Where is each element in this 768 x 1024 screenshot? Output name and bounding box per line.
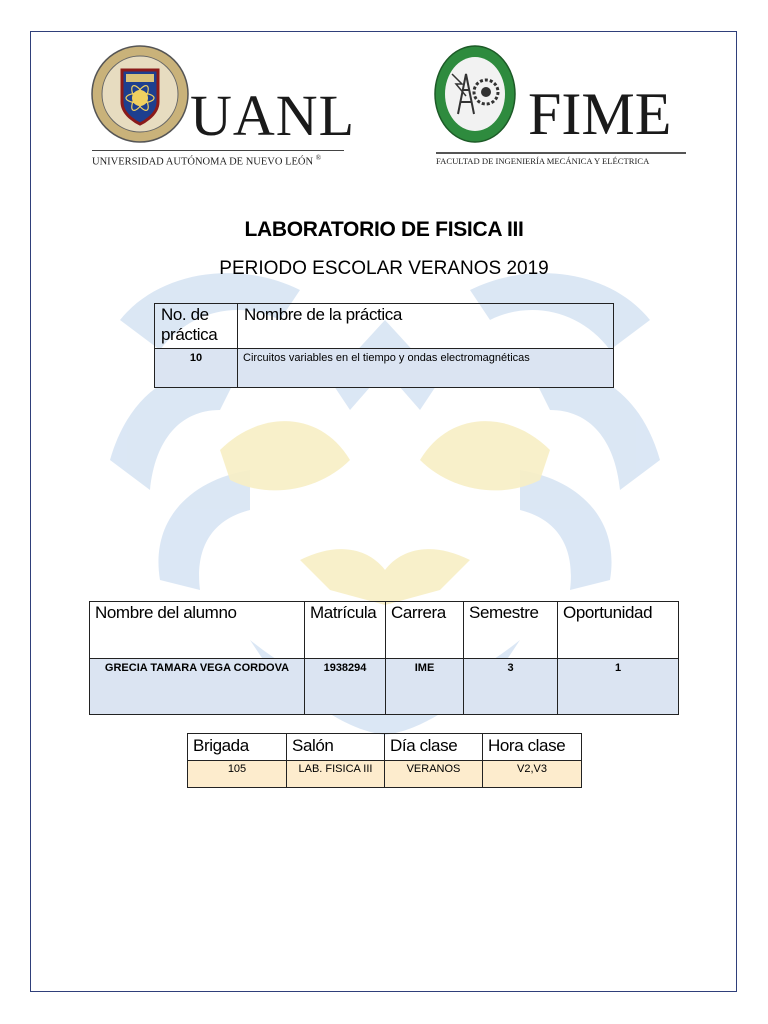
table-header-row [90, 602, 679, 659]
student-semestre: 3 [464, 659, 558, 715]
class-salon: LAB. FISICA III [287, 761, 385, 788]
fime-seal-icon [432, 44, 518, 144]
class-brigada: 105 [188, 761, 287, 788]
fime-divider [436, 152, 686, 154]
table-row [155, 349, 614, 388]
practice-number: 10 [155, 349, 238, 388]
document-subtitle: PERIODO ESCOLAR VERANOS 2019 [219, 258, 549, 279]
header-practice-name: Nombre de la práctica [238, 304, 614, 349]
fime-subtitle: FACULTAD DE INGENIERÍA MECÁNICA Y ELÉCTRICA [436, 156, 650, 166]
class-table [187, 733, 582, 788]
student-table [89, 601, 679, 715]
fime-logo [432, 44, 694, 172]
header-carrera: Carrera [386, 602, 464, 659]
header-oportunidad: Oportunidad [558, 602, 679, 659]
student-carrera: IME [386, 659, 464, 715]
student-oportunidad: 1 [558, 659, 679, 715]
table-header-row [188, 734, 582, 761]
header-dia-clase: Día clase [385, 734, 483, 761]
uanl-divider [92, 150, 344, 151]
header-semestre: Semestre [464, 602, 558, 659]
class-hora: V2,V3 [483, 761, 582, 788]
table-header-row [155, 304, 614, 349]
fime-wordmark: FIME [528, 81, 672, 147]
student-matricula: 1938294 [305, 659, 386, 715]
document-title: LABORATORIO DE FISICA III [244, 218, 524, 241]
uanl-logo [88, 44, 358, 176]
header-practice-number: No. de práctica [155, 304, 238, 349]
header-brigada: Brigada [188, 734, 287, 761]
uanl-seal-icon [90, 44, 190, 144]
table-row [90, 659, 679, 715]
practice-table [154, 303, 614, 388]
class-dia: VERANOS [385, 761, 483, 788]
table-row [188, 761, 582, 788]
header-matricula: Matrícula [305, 602, 386, 659]
uanl-wordmark: UANL [190, 83, 356, 148]
header-salon: Salón [287, 734, 385, 761]
header-hora-clase: Hora clase [483, 734, 582, 761]
practice-name: Circuitos variables en el tiempo y ondas electromagnéticas [238, 349, 614, 388]
header-student-name: Nombre del alumno [90, 602, 305, 659]
uanl-subtitle: UNIVERSIDAD AUTÓNOMA DE NUEVO LEÓN ® [92, 154, 322, 168]
student-name: GRECIA TAMARA VEGA CORDOVA [90, 659, 305, 715]
